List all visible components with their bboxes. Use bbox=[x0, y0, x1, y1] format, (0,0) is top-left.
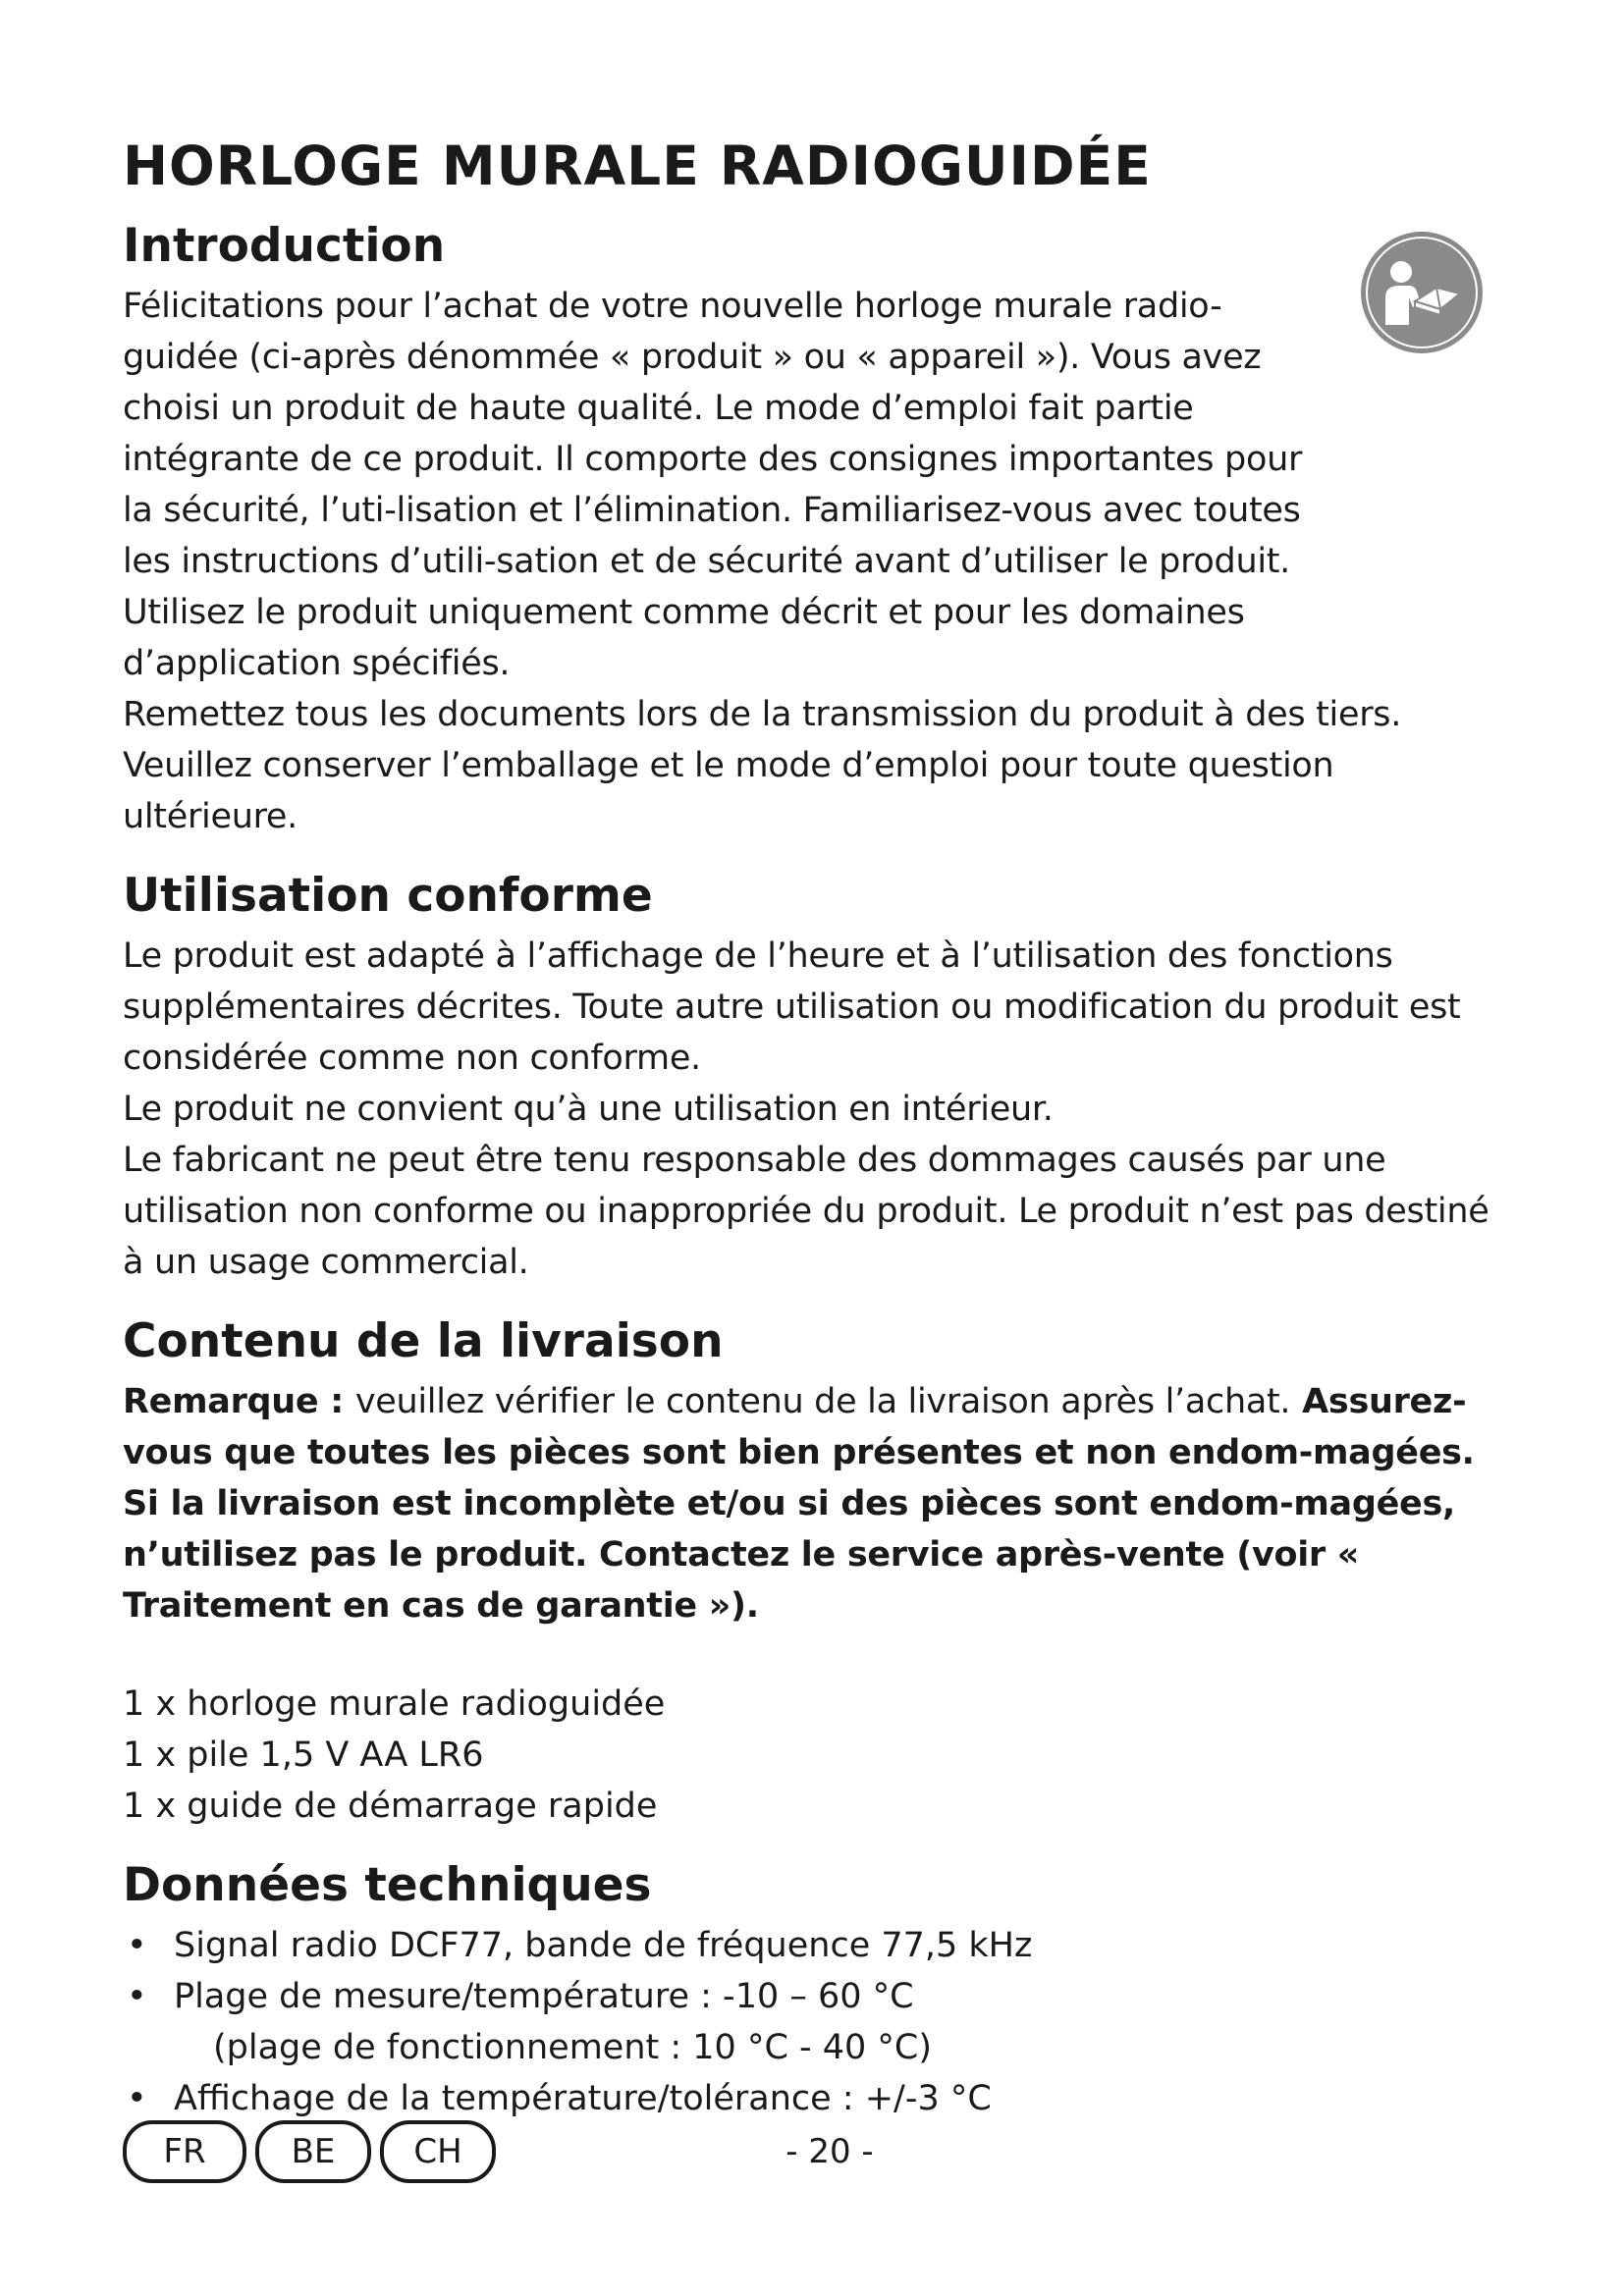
bullet-icon: • bbox=[127, 2079, 147, 2118]
intro-paragraph-1: Félicitations pour l’achat de votre nouvelle horloge murale radio-guidée (ci-après dénommée « produit » ou « appareil »). Vous avez choisi un produit de haute qualité. Le mode d’emploi fait partie intégrante de ce produit. Il comporte des consignes importantes pour la sécurité, l’uti-lisation et l’élimination. Familiarisez-vous avec toutes les instructions d’utili-sation et de sécurité avant d’utiliser le produit. Utilisez le produit uniquement comme décrit et pour les domaines d’application spécifiés. bbox=[123, 287, 1303, 683]
delivery-note bbox=[123, 1376, 1497, 1631]
delivery-note-first: veuillez vérifier le contenu de la livraison après l’achat. bbox=[354, 1382, 1291, 1421]
intro-paragraph-2: Remettez tous les documents lors de la transmission du produit à des tiers. Veuillez conserver l’emballage et le mode d’emploi pour toute question ultérieure. bbox=[123, 695, 1402, 836]
section-usage bbox=[123, 862, 1497, 1288]
usage-paragraph-2: Le produit ne convient qu’à une utilisation en intérieur. bbox=[123, 1090, 1054, 1129]
list-item bbox=[123, 1920, 1497, 1971]
country-badge-ch: CH bbox=[380, 2120, 496, 2183]
page-number: - 20 - bbox=[785, 2132, 874, 2171]
delivery-note-label: Remarque : bbox=[123, 1382, 344, 1421]
section-heading-usage: Utilisation conforme bbox=[123, 869, 653, 923]
document-page bbox=[123, 128, 1497, 2124]
read-manual-icon bbox=[1358, 229, 1486, 356]
tech-item-text: Signal radio DCF77, bande de fréquence 77,5 kHz bbox=[174, 1926, 1033, 1965]
tech-item-text: Affichage de la température/tolérance : +/-3 °C bbox=[174, 2079, 992, 2118]
tech-item-text: Plage de mesure/température : -10 – 60 °C bbox=[174, 1977, 914, 2016]
country-badge-be: BE bbox=[255, 2120, 371, 2183]
list-item: 1 x guide de démarrage rapide bbox=[123, 1787, 658, 1826]
delivery-note-rest: Assurez-vous que toutes les pièces sont bien présentes et non endom-magées. Si la livraison est incomplète et/ou si des pièces sont endom-magées, n’utilisez pas le produit. Contactez le service après-vente (voir « Traitement en cas de garantie »). bbox=[123, 1382, 1475, 1626]
section-introduction bbox=[123, 212, 1497, 842]
country-badge-fr: FR bbox=[123, 2120, 246, 2183]
document-title: HORLOGE MURALE RADIOGUIDÉE bbox=[123, 134, 1152, 197]
bullet-icon: • bbox=[127, 1926, 147, 1965]
bullet-icon: • bbox=[127, 1977, 147, 2016]
section-heading-tech: Données techniques bbox=[123, 1858, 652, 1912]
usage-paragraph-1: Le produit est adapté à l’affichage de l’heure et à l’utilisation des fonctions supplémentaires décrites. Toute autre utilisation ou modification du produit est considérée comme non conforme. bbox=[123, 936, 1461, 1078]
tech-list bbox=[123, 1920, 1497, 2124]
tech-sub-item: (plage de fonctionnement : 10 °C - 40 °C) bbox=[213, 2028, 933, 2067]
list-item: 1 x pile 1,5 V AA LR6 bbox=[123, 1735, 484, 1775]
section-heading-delivery: Contenu de la livraison bbox=[123, 1314, 724, 1368]
section-heading-introduction: Introduction bbox=[123, 219, 446, 273]
section-tech bbox=[123, 1851, 1497, 2124]
delivery-list bbox=[123, 1679, 1497, 1832]
page-footer bbox=[123, 2120, 1497, 2189]
usage-paragraph-3: Le fabricant ne peut être tenu responsable des dommages causés par une utilisation non conforme ou inappropriée du produit. Le produit n’est pas destiné à un usage commercial. bbox=[123, 1141, 1489, 1282]
section-delivery bbox=[123, 1308, 1497, 1832]
list-item: 1 x horloge murale radioguidée bbox=[123, 1684, 666, 1724]
list-item bbox=[123, 1971, 1497, 2073]
list-item bbox=[123, 2073, 1497, 2124]
